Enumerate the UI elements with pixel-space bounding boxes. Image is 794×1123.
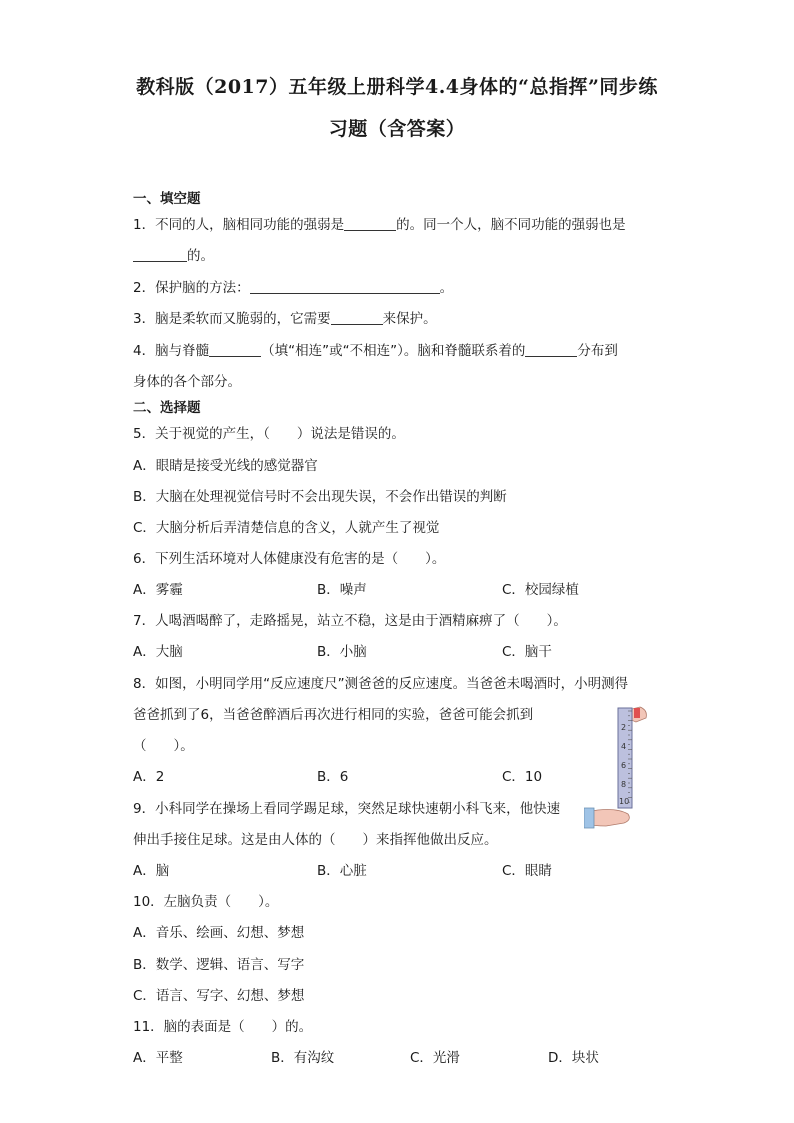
ruler-mark-2: 2 bbox=[621, 723, 627, 732]
question-9-option-c[interactable]: C．眼睛 bbox=[502, 863, 552, 879]
q3-text-b: 来保护。 bbox=[382, 311, 437, 327]
q1-text-c: 的。 bbox=[187, 248, 214, 264]
q2-blank[interactable] bbox=[250, 279, 440, 294]
top-sleeve-icon bbox=[634, 708, 640, 718]
question-8-line-2: 爸爸抓到了6，当爸爸醉酒后再次进行相同的实验，爸爸可能会抓到 bbox=[133, 707, 534, 723]
q3-blank[interactable] bbox=[331, 310, 383, 325]
question-11-option-d[interactable]: D．块状 bbox=[548, 1050, 599, 1066]
section-fill-in-heading: 一、填空题 bbox=[133, 191, 201, 207]
reaction-ruler-illustration bbox=[584, 702, 654, 832]
q4-blank-2[interactable] bbox=[525, 342, 577, 357]
question-6-stem: 6．下列生活环境对人体健康没有危害的是（ ）。 bbox=[133, 551, 446, 567]
question-11-option-b[interactable]: B．有沟纹 bbox=[271, 1050, 335, 1066]
question-3 bbox=[133, 307, 437, 327]
question-8-option-a[interactable]: A．2 bbox=[133, 769, 165, 785]
question-4-line-2: 身体的各个部分。 bbox=[133, 374, 241, 390]
question-9-line-2: 伸出手接住足球。这是由人体的（ ）来指挥他做出反应。 bbox=[133, 832, 498, 848]
question-6-option-c[interactable]: C．校园绿植 bbox=[502, 582, 579, 598]
question-7-option-a[interactable]: A．大脑 bbox=[133, 644, 183, 660]
ruler-mark-4: 4 bbox=[621, 742, 627, 751]
question-10-stem: 10．左脑负责（ ）。 bbox=[133, 894, 279, 910]
bottom-sleeve-icon bbox=[584, 808, 594, 828]
ruler-mark-8: 8 bbox=[621, 780, 627, 789]
question-6-option-b[interactable]: B．噪声 bbox=[317, 582, 367, 598]
q2-text-a: 2．保护脑的方法： bbox=[133, 280, 250, 296]
question-5-option-b[interactable]: B．大脑在处理视觉信号时不会出现失误，不会作出错误的判断 bbox=[133, 489, 507, 505]
q4-text-a: 4．脑与脊髓 bbox=[133, 343, 210, 359]
question-11-option-c[interactable]: C．光滑 bbox=[410, 1050, 460, 1066]
question-8-line-1: 8．如图，小明同学用“反应速度尺”测爸爸的反应速度。当爸爸未喝酒时，小明测得 bbox=[133, 676, 629, 692]
question-9-option-b[interactable]: B．心脏 bbox=[317, 863, 367, 879]
question-7-option-c[interactable]: C．脑干 bbox=[502, 644, 552, 660]
question-8-option-b[interactable]: B．6 bbox=[317, 769, 349, 785]
question-6-option-a[interactable]: A．雾霾 bbox=[133, 582, 183, 598]
question-8-option-c[interactable]: C．10 bbox=[502, 769, 543, 785]
q2-text-b: 。 bbox=[439, 280, 454, 296]
ruler-mark-6: 6 bbox=[621, 761, 627, 770]
q1-text-a: 1．不同的人，脑相同功能的强弱是 bbox=[133, 217, 345, 233]
q1-blank-1[interactable] bbox=[344, 216, 396, 231]
document-title-line-1: 教科版（2017）五年级上册科学4.4身体的“总指挥”同步练 bbox=[136, 76, 658, 98]
q4-text-c: 分布到 bbox=[577, 343, 618, 359]
question-1-line-1 bbox=[133, 213, 626, 233]
question-7-stem: 7．人喝酒喝醉了，走路摇晃，站立不稳，这是由于酒精麻痹了（ ）。 bbox=[133, 613, 567, 629]
q1-text-b: 的。同一个人，脑不同功能的强弱也是 bbox=[396, 217, 626, 233]
question-9-option-a[interactable]: A．脑 bbox=[133, 863, 170, 879]
question-5-stem: 5．关于视觉的产生，（ ）说法是错误的。 bbox=[133, 426, 405, 442]
question-1-line-2 bbox=[133, 244, 214, 264]
q1-blank-2[interactable] bbox=[133, 247, 187, 262]
q3-text-a: 3．脑是柔软而又脆弱的，它需要 bbox=[133, 311, 331, 327]
question-11-option-a[interactable]: A．平整 bbox=[133, 1050, 183, 1066]
question-4-line-1 bbox=[133, 339, 618, 359]
question-9-line-1: 9．小科同学在操场上看同学踢足球，突然足球快速朝小科飞来，他快速 bbox=[133, 801, 561, 817]
question-10-option-b[interactable]: B．数学、逻辑、语言、写字 bbox=[133, 957, 305, 973]
reaction-ruler-figure bbox=[584, 702, 654, 832]
section-choice-heading: 二、选择题 bbox=[133, 400, 201, 416]
q4-blank-1[interactable] bbox=[209, 342, 261, 357]
question-5-option-a[interactable]: A．眼睛是接受光线的感觉器官 bbox=[133, 458, 318, 474]
question-11-stem: 11．脑的表面是（ ）的。 bbox=[133, 1019, 313, 1035]
question-2 bbox=[133, 276, 453, 296]
question-7-option-b[interactable]: B．小脑 bbox=[317, 644, 367, 660]
document-title-line-2: 习题（含答案） bbox=[328, 118, 466, 140]
q4-text-b: （填“相连”或“不相连”）。脑和脊髓联系着的 bbox=[261, 343, 526, 359]
question-5-option-c[interactable]: C．大脑分析后弄清楚信息的含义，人就产生了视觉 bbox=[133, 520, 440, 536]
question-10-option-c[interactable]: C．语言、写字、幻想、梦想 bbox=[133, 988, 305, 1004]
question-8-line-3: （ ）。 bbox=[133, 738, 194, 754]
ruler-mark-10: 10 bbox=[619, 797, 630, 806]
question-10-option-a[interactable]: A．音乐、绘画、幻想、梦想 bbox=[133, 925, 305, 941]
